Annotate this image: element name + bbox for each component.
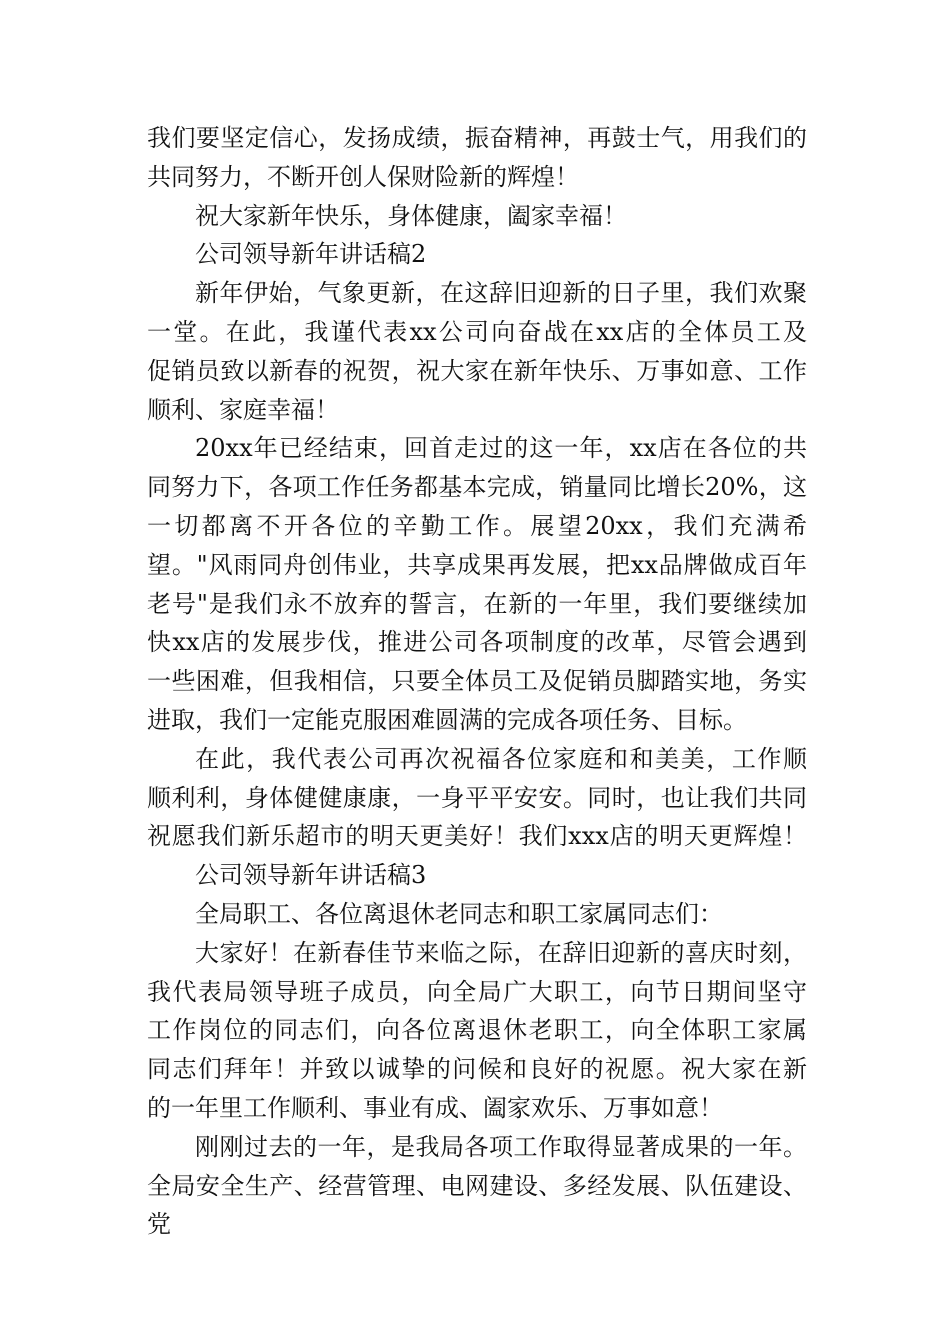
text-line: 老号"是我们永不放弃的誓言，在新的一年里，我们要继续加	[147, 589, 807, 618]
text-line: 我代表局领导班子成员，向全局广大职工，向节日期间坚守	[147, 977, 807, 1006]
text-line: 望。"风雨同舟创伟业，共享成果再发展，把xx品牌做成百年	[147, 550, 807, 579]
text-line: 在此，我代表公司再次祝福各位家庭和和美美，工作顺	[195, 744, 807, 773]
text-line: 我们要坚定信心，发扬成绩，振奋精神，再鼓士气，用我们的	[147, 124, 807, 152]
text-line: 的一年里工作顺利、事业有成、阖家欢乐、万事如意！	[147, 1093, 723, 1122]
text-line: 进取，我们一定能克服困难圆满的完成各项任务、目标。	[147, 705, 747, 734]
text-line: 一些困难，但我相信，只要全体员工及促销员脚踏实地，务实	[147, 667, 807, 696]
text-line: 祝愿我们新乐超市的明天更美好！我们xxx店的明天更辉煌！	[147, 822, 807, 851]
text-line: 共同努力，不断开创人保财险新的辉煌！	[147, 162, 579, 191]
text-line: 全局安全生产、经营管理、电网建设、多经发展、队伍建设、党	[147, 1171, 807, 1239]
text-line: 快xx店的发展步伐，推进公司各项制度的改革，尽管会遇到	[147, 628, 807, 657]
text-line: 一切都离不开各位的辛勤工作。展望20xx，我们充满希	[147, 511, 807, 540]
text-line: 顺利、家庭幸福！	[147, 395, 339, 424]
text-line: 新年伊始，气象更新，在这辞旧迎新的日子里，我们欢聚	[195, 279, 807, 308]
text-line: 刚刚过去的一年，是我局各项工作取得显著成果的一年。	[195, 1132, 807, 1161]
text-line: 工作岗位的同志们，向各位离退休老职工，向全体职工家属	[147, 1016, 807, 1045]
text-line: 同志们拜年！并致以诚挚的问候和良好的祝愿。祝大家在新	[147, 1055, 807, 1084]
text-line: 促销员致以新春的祝贺，祝大家在新年快乐、万事如意、工作	[147, 356, 807, 385]
text-line: 大家好！在新春佳节来临之际，在辞旧迎新的喜庆时刻，	[195, 938, 807, 967]
text-line: 顺利利，身体健健康康，一身平平安安。同时，也让我们共同	[147, 783, 807, 812]
document-body	[147, 119, 807, 1239]
text-line: 一堂。在此，我谨代表xx公司向奋战在xx店的全体员工及	[147, 317, 807, 346]
text-line: 公司领导新年讲话稿2	[195, 240, 427, 269]
text-line: 20xx年已经结束，回首走过的这一年，xx店在各位的共	[195, 434, 807, 463]
text-line: 全局职工、各位离退休老同志和职工家属同志们：	[195, 899, 723, 928]
text-line: 祝大家新年快乐，身体健康，阖家幸福！	[195, 201, 627, 230]
text-line: 公司领导新年讲话稿3	[195, 861, 427, 890]
text-line: 同努力下，各项工作任务都基本完成，销量同比增长20%，这	[147, 473, 807, 502]
